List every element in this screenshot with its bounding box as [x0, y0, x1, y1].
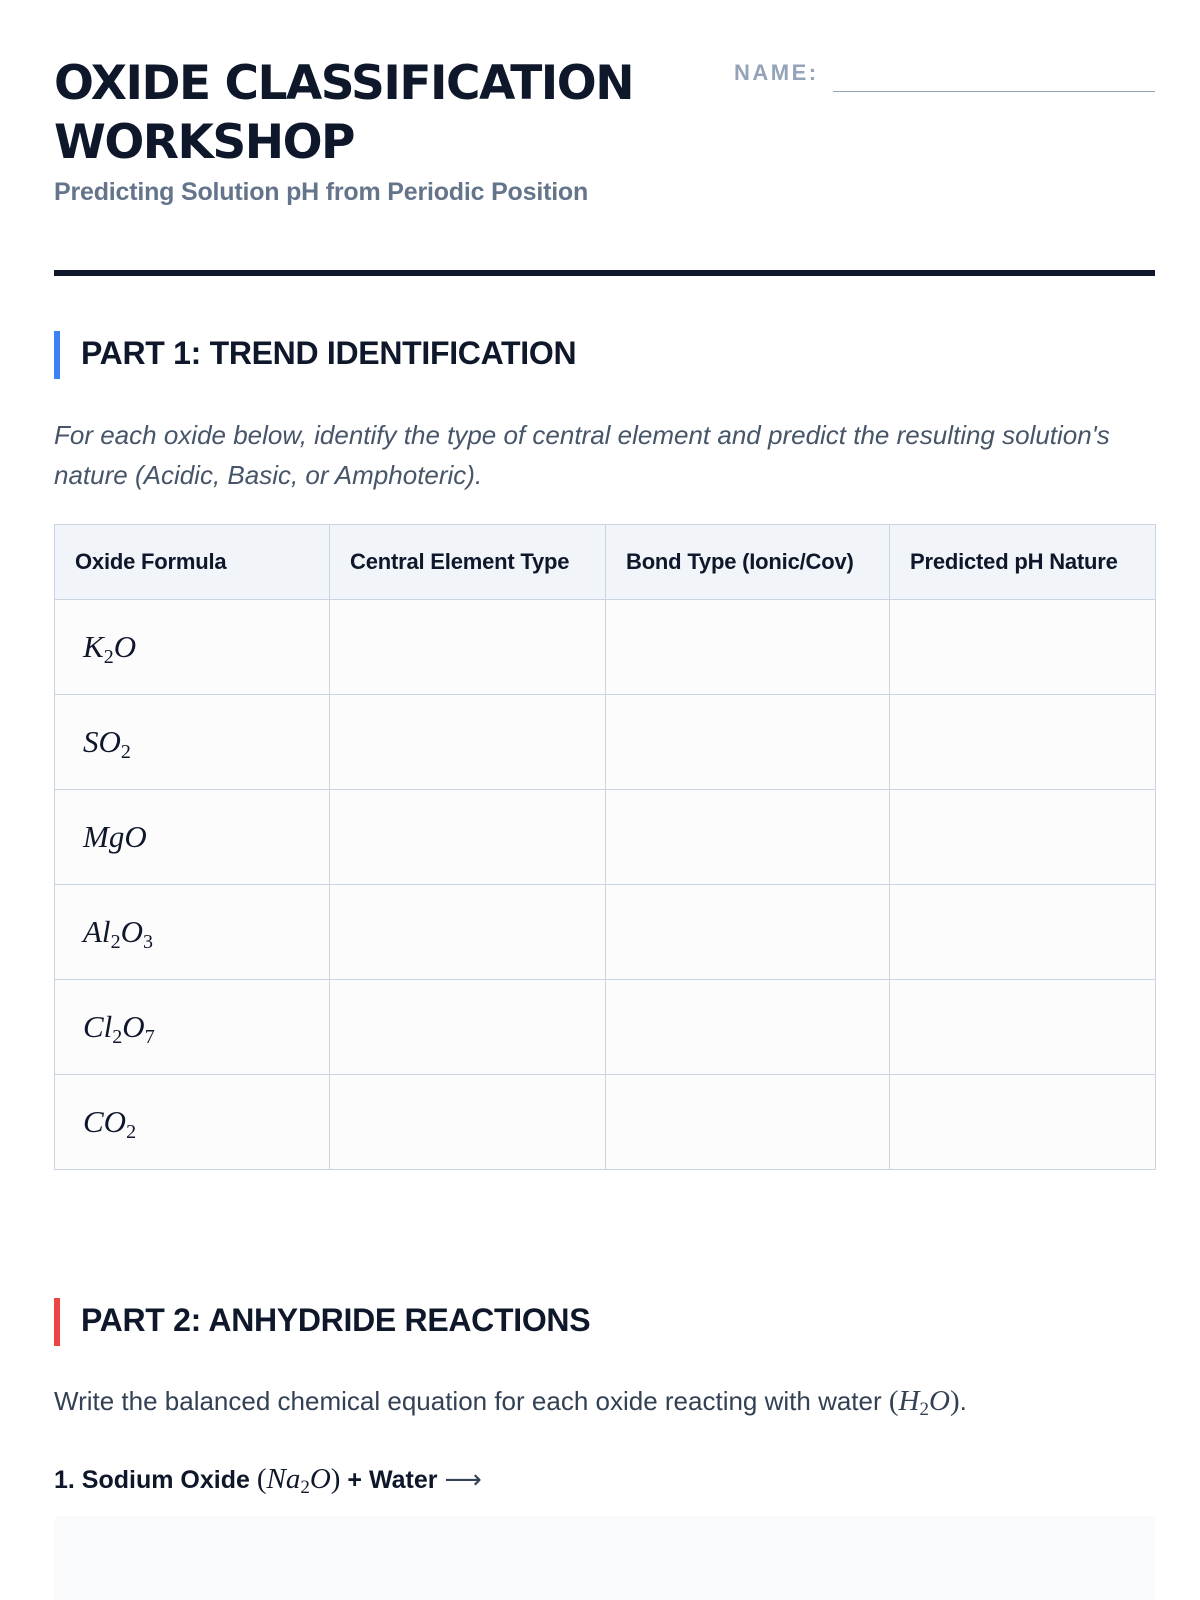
- formula-symbol: O: [120, 914, 143, 949]
- part1-accent-bar: [54, 331, 60, 379]
- oxide-formula-cell: [55, 1075, 330, 1170]
- formula-subscript: 2: [300, 1477, 310, 1498]
- part1-instructions: For each oxide below, identify the type of central element and predict the resulting solution's nature (Acidic, Basic, or Amphoteric).: [54, 420, 1110, 490]
- predicted-ph-cell[interactable]: [890, 600, 1156, 695]
- oxide-formula: [83, 629, 137, 668]
- formula-element-o: O: [929, 1385, 950, 1417]
- central-element-type-cell[interactable]: [330, 885, 606, 980]
- bond-type-cell[interactable]: [606, 600, 890, 695]
- header-divider: [54, 270, 1155, 276]
- predicted-ph-cell[interactable]: [890, 980, 1156, 1075]
- predicted-ph-cell[interactable]: [890, 695, 1156, 790]
- table-body: [55, 600, 1156, 1170]
- name-label: NAME:: [734, 60, 819, 85]
- period: .: [959, 1386, 967, 1416]
- formula-subscript: 2: [103, 646, 114, 668]
- oxide-formula-cell: [55, 695, 330, 790]
- oxide-formula: [83, 1009, 155, 1048]
- predicted-ph-cell[interactable]: [890, 1075, 1156, 1170]
- oxide-formula: [83, 914, 153, 953]
- bond-type-cell[interactable]: [606, 695, 890, 790]
- page-subtitle: Predicting Solution pH from Periodic Position: [54, 178, 589, 206]
- table-row: [55, 600, 1156, 695]
- part2-title: PART 2: ANHYDRIDE REACTIONS: [81, 1302, 591, 1338]
- predicted-ph-cell[interactable]: [890, 790, 1156, 885]
- column-header-predicted-ph: Predicted pH Nature: [890, 525, 1156, 600]
- table-header-row: [55, 525, 1156, 600]
- sodium-oxide-formula: [266, 1463, 331, 1498]
- formula-symbol: CO: [83, 1104, 127, 1139]
- central-element-type-cell[interactable]: [330, 1075, 606, 1170]
- bond-type-cell[interactable]: [606, 790, 890, 885]
- formula-symbol: O: [113, 629, 137, 664]
- paren-close: ): [949, 1385, 960, 1417]
- oxide-formula-cell: [55, 600, 330, 695]
- column-header-central-element-type: Central Element Type: [330, 525, 606, 600]
- table-row: [55, 790, 1156, 885]
- formula-subscript: 2: [919, 1399, 929, 1420]
- part2-accent-bar: [54, 1298, 60, 1346]
- bond-type-cell[interactable]: [606, 980, 890, 1075]
- formula-subscript: 2: [112, 1026, 123, 1048]
- bond-type-cell[interactable]: [606, 885, 890, 980]
- column-header-bond-type: Bond Type (Ionic/Cov): [606, 525, 890, 600]
- part2-instructions: [54, 1385, 967, 1418]
- table-row: [55, 980, 1156, 1075]
- question-1: [54, 1463, 482, 1496]
- formula-symbol: SO: [83, 724, 121, 759]
- water-formula: [898, 1385, 950, 1420]
- answer-box-1[interactable]: [54, 1516, 1155, 1600]
- reaction-arrow-icon: ⟶: [444, 1465, 482, 1495]
- central-element-type-cell[interactable]: [330, 695, 606, 790]
- oxide-formula: [83, 819, 147, 854]
- formula-subscript: 3: [142, 931, 153, 953]
- table-row: [55, 695, 1156, 790]
- oxide-table: [54, 524, 1156, 1170]
- oxide-formula-cell: [55, 885, 330, 980]
- column-header-oxide-formula: Oxide Formula: [55, 525, 330, 600]
- table-row: [55, 1075, 1156, 1170]
- formula-element-o: O: [309, 1463, 331, 1495]
- oxide-formula-cell: [55, 790, 330, 885]
- part1-title: PART 1: TREND IDENTIFICATION: [81, 335, 577, 371]
- formula-symbol: K: [83, 629, 104, 664]
- question-1-suffix: + Water: [340, 1466, 445, 1494]
- formula-subscript: 2: [126, 1121, 137, 1143]
- formula-symbol: Cl: [83, 1009, 113, 1044]
- paren-close: ): [330, 1463, 341, 1495]
- formula-symbol: O: [122, 1009, 145, 1044]
- formula-subscript: 7: [144, 1026, 155, 1048]
- central-element-type-cell[interactable]: [330, 790, 606, 885]
- name-field-line[interactable]: [833, 91, 1155, 92]
- paren-open: (: [256, 1463, 267, 1495]
- oxide-formula-cell: [55, 980, 330, 1075]
- formula-element-na: Na: [266, 1463, 301, 1495]
- part1-heading: [54, 331, 1154, 379]
- table-row: [55, 885, 1156, 980]
- oxide-formula: [83, 1104, 137, 1143]
- central-element-type-cell[interactable]: [330, 980, 606, 1075]
- bond-type-cell[interactable]: [606, 1075, 890, 1170]
- page-title: OXIDE CLASSIFICATION WORKSHOP: [54, 56, 634, 170]
- formula-subscript: 2: [120, 741, 131, 763]
- predicted-ph-cell[interactable]: [890, 885, 1156, 980]
- formula-symbol: MgO: [83, 819, 147, 854]
- oxide-formula: [83, 724, 131, 763]
- formula-element-h: H: [898, 1385, 920, 1417]
- paren-open: (: [888, 1385, 899, 1417]
- question-1-prefix: 1. Sodium Oxide: [54, 1466, 257, 1494]
- part2-instructions-text: Write the balanced chemical equation for each oxide reacting with water: [54, 1386, 889, 1416]
- formula-subscript: 2: [110, 931, 121, 953]
- part2-heading: [54, 1298, 1154, 1346]
- central-element-type-cell[interactable]: [330, 600, 606, 695]
- formula-symbol: Al: [83, 914, 111, 949]
- worksheet-header: [54, 54, 1154, 214]
